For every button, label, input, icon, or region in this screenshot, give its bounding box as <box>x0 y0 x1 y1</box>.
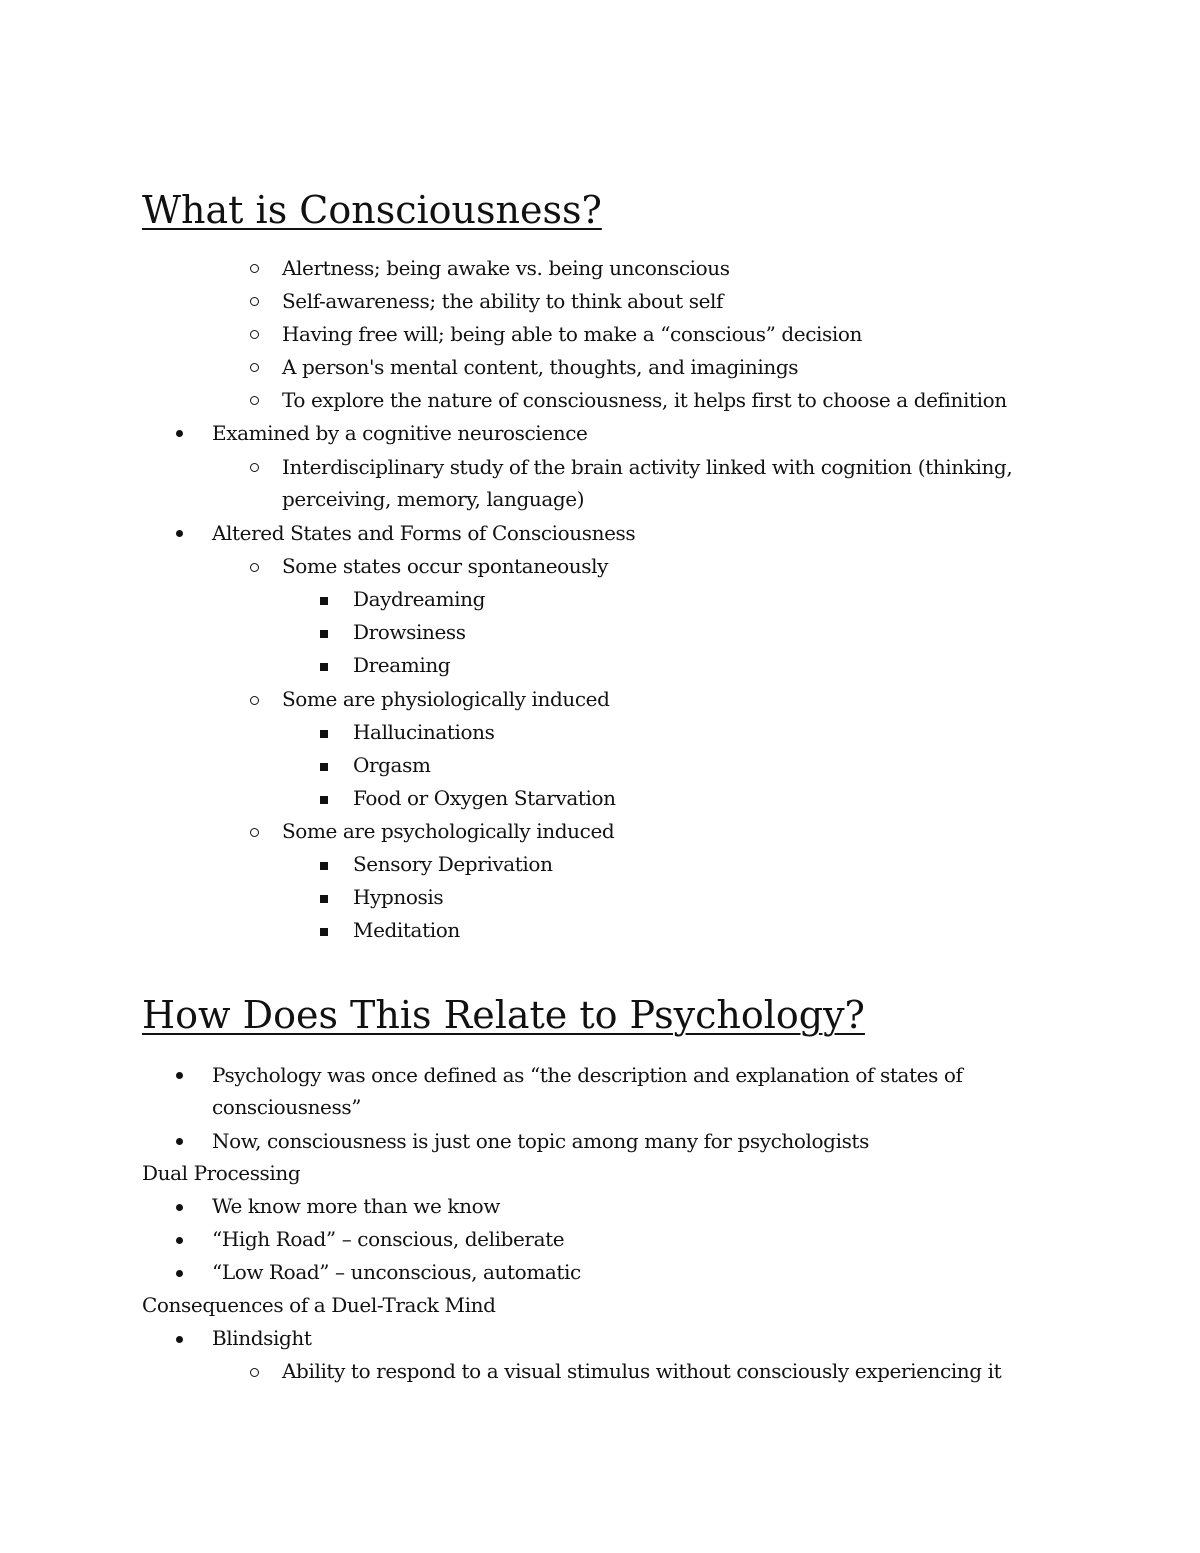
list-item: Meditation <box>353 918 460 942</box>
subheading-dual-processing: Dual Processing <box>142 1161 301 1185</box>
disc-bullet-icon <box>176 1138 183 1145</box>
list-item-line: Interdisciplinary study of the brain activity linked with cognition (thinking, <box>282 455 1013 479</box>
circle-bullet-icon <box>250 563 259 572</box>
list-item: Some are psychologically induced <box>282 819 615 843</box>
list-item: “Low Road” – unconscious, automatic <box>212 1260 581 1284</box>
square-bullet-icon <box>320 730 328 738</box>
list-item: Hypnosis <box>353 885 444 909</box>
circle-bullet-icon <box>250 297 259 306</box>
square-bullet-icon <box>320 630 328 638</box>
disc-bullet-icon <box>176 530 183 537</box>
square-bullet-icon <box>320 928 328 936</box>
list-item-line: perceiving, memory, language) <box>282 487 585 511</box>
square-bullet-icon <box>320 663 328 671</box>
circle-bullet-icon <box>250 396 259 405</box>
list-item: Ability to respond to a visual stimulus without consciously experiencing it <box>282 1359 1002 1383</box>
heading-what-is-consciousness: What is Consciousness? <box>142 188 602 232</box>
square-bullet-icon <box>320 862 328 870</box>
list-item: Dreaming <box>353 653 451 677</box>
subheading-consequences: Consequences of a Duel-Track Mind <box>142 1293 496 1317</box>
list-item: Alertness; being awake vs. being unconscious <box>282 256 730 280</box>
circle-bullet-icon <box>250 828 259 837</box>
list-item: We know more than we know <box>212 1194 500 1218</box>
disc-bullet-icon <box>176 1270 183 1277</box>
list-item: A person's mental content, thoughts, and imaginings <box>282 355 799 379</box>
list-item: Altered States and Forms of Consciousness <box>212 521 636 545</box>
disc-bullet-icon <box>176 1204 183 1211</box>
disc-bullet-icon <box>176 1072 183 1079</box>
circle-bullet-icon <box>250 696 259 705</box>
square-bullet-icon <box>320 796 328 804</box>
list-item: Some are physiologically induced <box>282 687 610 711</box>
list-item: Sensory Deprivation <box>353 852 553 876</box>
circle-bullet-icon <box>250 363 259 372</box>
list-item: Orgasm <box>353 753 431 777</box>
list-item: Daydreaming <box>353 587 486 611</box>
circle-bullet-icon <box>250 463 259 472</box>
list-item-line: consciousness” <box>212 1095 362 1119</box>
heading-how-does-this-relate: How Does This Relate to Psychology? <box>142 993 865 1037</box>
disc-bullet-icon <box>176 1237 183 1244</box>
list-item: Drowsiness <box>353 620 466 644</box>
disc-bullet-icon <box>176 430 183 437</box>
list-item: Blindsight <box>212 1326 312 1350</box>
square-bullet-icon <box>320 895 328 903</box>
square-bullet-icon <box>320 763 328 771</box>
list-item: To explore the nature of consciousness, it helps first to choose a definition <box>282 388 1007 412</box>
circle-bullet-icon <box>250 330 259 339</box>
list-item: Hallucinations <box>353 720 495 744</box>
list-item: Some states occur spontaneously <box>282 554 609 578</box>
list-item: Examined by a cognitive neuroscience <box>212 421 588 445</box>
list-item-line: Psychology was once defined as “the description and explanation of states of <box>212 1063 963 1087</box>
circle-bullet-icon <box>250 1368 259 1377</box>
list-item: Food or Oxygen Starvation <box>353 786 616 810</box>
square-bullet-icon <box>320 597 328 605</box>
list-item: Having free will; being able to make a “conscious” decision <box>282 322 863 346</box>
list-item: “High Road” – conscious, deliberate <box>212 1227 565 1251</box>
list-item: Now, consciousness is just one topic among many for psychologists <box>212 1129 869 1153</box>
list-item: Self-awareness; the ability to think about self <box>282 289 724 313</box>
disc-bullet-icon <box>176 1336 183 1343</box>
circle-bullet-icon <box>250 264 259 273</box>
